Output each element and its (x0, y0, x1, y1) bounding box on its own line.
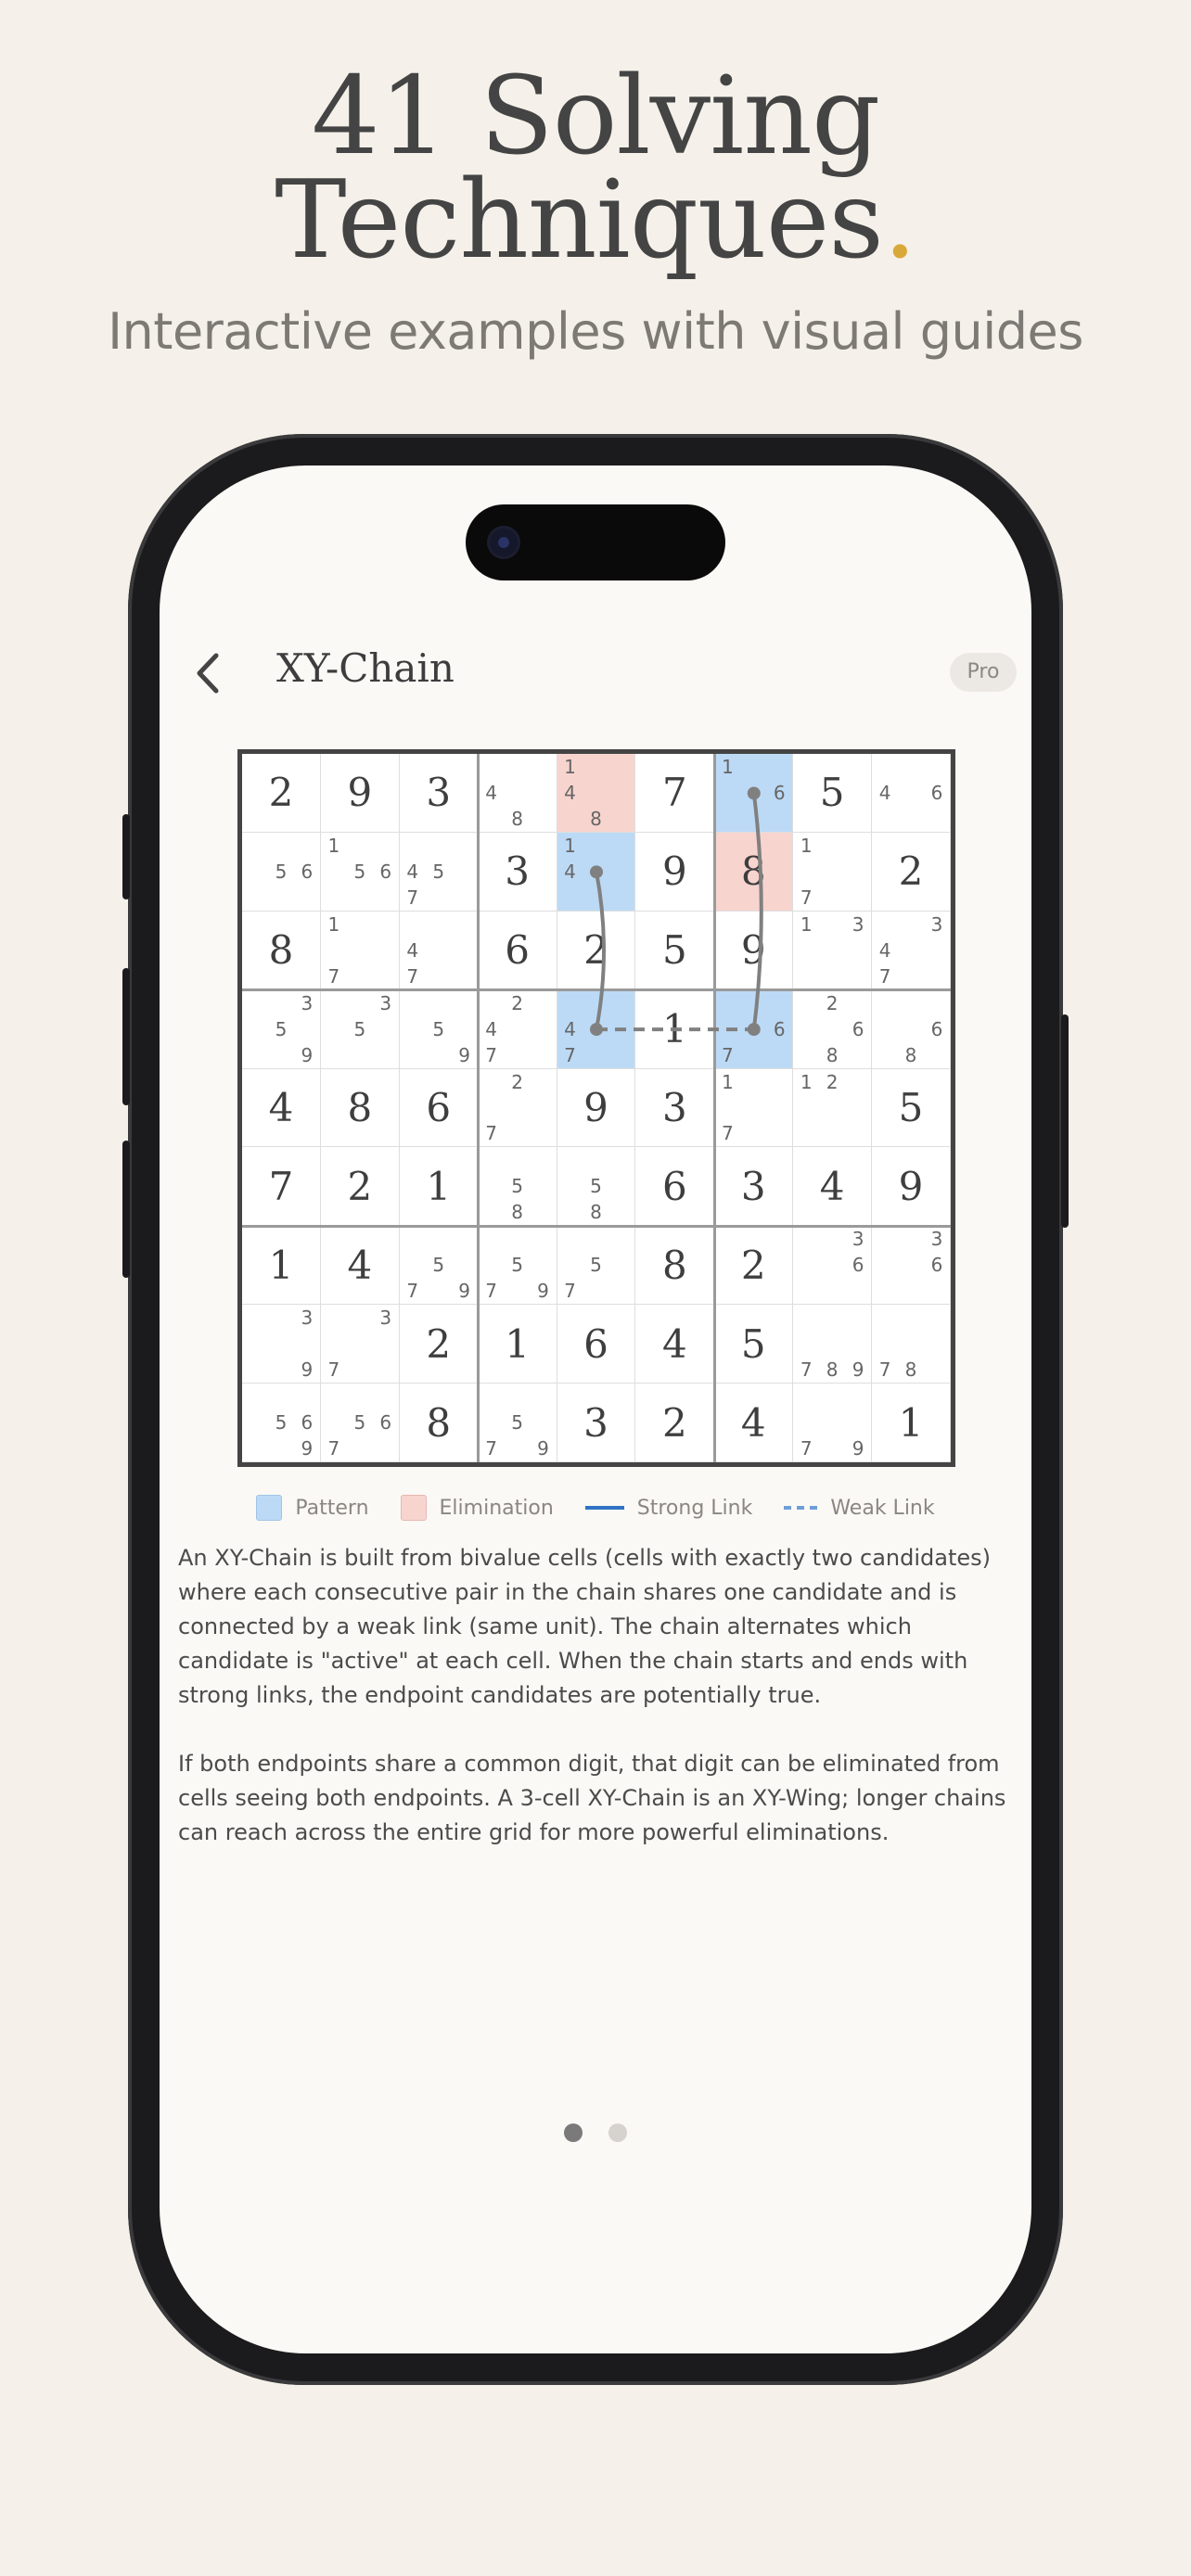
phone-volume-up-button (122, 968, 130, 1105)
candidate-digit: 6 (930, 1017, 943, 1040)
grid-cell[interactable] (714, 754, 793, 833)
grid-cell[interactable] (793, 1147, 872, 1226)
candidate-digit: 3 (852, 1228, 864, 1251)
pattern-swatch (256, 1495, 282, 1521)
candidate-digit: 7 (721, 1043, 734, 1066)
grid-cell[interactable] (714, 833, 793, 912)
candidate-digit: 2 (826, 991, 839, 1014)
candidate-digit: 7 (800, 1436, 813, 1460)
grid-cell[interactable] (400, 990, 479, 1069)
candidate-digit: 3 (852, 912, 864, 936)
grid-cell[interactable] (635, 833, 714, 912)
candidate-digit: 9 (537, 1436, 549, 1460)
legend-pattern (256, 1495, 368, 1521)
grid-cell[interactable] (635, 990, 714, 1069)
grid-cell[interactable] (793, 990, 872, 1069)
candidate-digit: 3 (930, 912, 943, 936)
phone-frame (128, 434, 1063, 2385)
grid-cell[interactable] (793, 1305, 872, 1384)
grid-cell[interactable] (479, 1384, 557, 1462)
grid-cell[interactable] (321, 912, 400, 990)
candidate-digit: 2 (511, 991, 523, 1014)
grid-cell[interactable] (557, 1069, 636, 1148)
grid-cell[interactable] (400, 1305, 479, 1384)
cell-value: 1 (268, 1242, 294, 1288)
candidate-digit: 4 (878, 781, 891, 804)
candidate-digit: 5 (353, 1411, 366, 1435)
grid-cell[interactable] (242, 1147, 321, 1226)
cell-value: 4 (268, 1084, 294, 1130)
grid-cell[interactable] (635, 912, 714, 990)
grid-cell[interactable] (321, 1147, 400, 1226)
cell-value: 3 (426, 770, 452, 816)
candidate-digit: 4 (564, 1017, 576, 1040)
candidate-digit: 9 (301, 1436, 314, 1460)
phone-action-button (122, 814, 130, 899)
grid-cell[interactable] (714, 1147, 793, 1226)
candidate-digit: 6 (852, 1017, 864, 1040)
cell-value: 2 (426, 1320, 452, 1367)
page-dot-1[interactable] (564, 2123, 583, 2142)
candidate-digit: 5 (511, 1175, 523, 1198)
candidate-digit: 7 (721, 1122, 734, 1145)
grid-cell[interactable] (321, 1226, 400, 1305)
cell-value: 8 (426, 1399, 452, 1446)
candidate-digit: 6 (773, 781, 786, 804)
strong-link-line-icon (585, 1506, 624, 1510)
pro-badge: Pro (950, 653, 1017, 692)
grid-cell[interactable] (793, 1384, 872, 1462)
cell-value: 5 (662, 927, 687, 974)
candidate-digit: 9 (537, 1280, 549, 1303)
grid-cell[interactable] (635, 1305, 714, 1384)
back-button[interactable] (180, 644, 236, 703)
candidate-digit: 9 (852, 1358, 864, 1382)
grid-cell[interactable] (321, 1305, 400, 1384)
candidate-digit: 1 (800, 834, 813, 857)
candidate-digit: 7 (485, 1043, 497, 1066)
grid-cell[interactable] (635, 1384, 714, 1462)
grid-cell[interactable] (242, 1305, 321, 1384)
candidate-digit: 9 (852, 1436, 864, 1460)
grid-cell[interactable] (400, 1147, 479, 1226)
grid-cell[interactable] (400, 833, 479, 912)
grid-cell[interactable] (321, 1384, 400, 1462)
grid-cell[interactable] (557, 912, 636, 990)
grid-cell[interactable] (635, 1147, 714, 1226)
candidate-digit: 5 (275, 1411, 288, 1435)
legend-weak-link (784, 1497, 934, 1520)
candidate-digit: 7 (485, 1436, 497, 1460)
grid-cell[interactable] (321, 754, 400, 833)
grid-cell[interactable] (557, 833, 636, 912)
grid-cell[interactable] (400, 1384, 479, 1462)
grid-cell[interactable] (557, 990, 636, 1069)
grid-cell[interactable] (714, 1384, 793, 1462)
cell-value: 8 (268, 927, 294, 974)
cell-value: 3 (662, 1084, 687, 1130)
grid-cell[interactable] (479, 912, 557, 990)
candidate-digit: 6 (379, 860, 392, 883)
chevron-left-icon (194, 652, 222, 695)
grid-cell[interactable] (793, 912, 872, 990)
box-divider-vertical (477, 754, 480, 1462)
grid-cell[interactable] (557, 1305, 636, 1384)
phone-power-button (1061, 1014, 1069, 1228)
grid-cell[interactable] (321, 833, 400, 912)
cell-value: 9 (662, 848, 687, 895)
candidate-digit: 5 (432, 1254, 445, 1277)
candidate-digit: 3 (301, 991, 314, 1014)
grid-cell[interactable] (714, 990, 793, 1069)
grid-cell[interactable] (242, 833, 321, 912)
cell-value: 1 (426, 1163, 452, 1209)
candidate-digit: 9 (301, 1043, 314, 1066)
grid-cell[interactable] (793, 1226, 872, 1305)
subheadline: Interactive examples with visual guides (108, 302, 1083, 361)
candidate-digit: 6 (301, 1411, 314, 1435)
cell-value: 2 (898, 848, 924, 895)
grid-cell[interactable] (479, 754, 557, 833)
grid-cell[interactable] (479, 1305, 557, 1384)
grid-cell[interactable] (635, 1226, 714, 1305)
grid-cell[interactable] (479, 990, 557, 1069)
candidate-digit: 8 (590, 807, 602, 830)
candidate-digit: 6 (930, 1254, 943, 1277)
cell-value: 8 (662, 1242, 687, 1288)
grid-cell[interactable] (793, 833, 872, 912)
cell-value: 2 (268, 770, 294, 816)
grid-cell[interactable] (714, 1305, 793, 1384)
legend-weak-link-label: Weak Link (830, 1496, 935, 1520)
candidate-digit: 7 (878, 1358, 891, 1382)
description-paragraph-2: If both endpoints share a common digit, that digit can be eliminated from cells seeing both endpoints. A 3-cell XY-Chain is an XY-Wing; longer chains can reach across the entire grid for more powerful eliminations. (178, 1751, 1006, 1845)
candidate-digit: 5 (432, 860, 445, 883)
grid-cell[interactable] (242, 754, 321, 833)
cell-value: 4 (347, 1242, 373, 1288)
candidate-digit: 7 (327, 1436, 340, 1460)
cell-value: 7 (268, 1163, 294, 1209)
candidate-digit: 1 (564, 834, 576, 857)
cell-value: 5 (898, 1084, 924, 1130)
candidate-digit: 7 (406, 964, 419, 988)
candidate-digit: 5 (590, 1254, 602, 1277)
candidate-digit: 5 (353, 1017, 366, 1040)
headline-accent-dot: . (882, 158, 916, 283)
candidate-digit: 2 (826, 1070, 839, 1093)
candidate-digit: 7 (564, 1280, 576, 1303)
grid-cell[interactable] (400, 1226, 479, 1305)
candidate-digit: 6 (379, 1411, 392, 1435)
candidate-digit: 5 (353, 860, 366, 883)
cell-value: 3 (740, 1163, 766, 1209)
legend-elimination-label: Elimination (439, 1496, 554, 1520)
candidate-digit: 8 (511, 1201, 523, 1224)
candidate-digit: 5 (275, 860, 288, 883)
headline-line-2 (0, 158, 1191, 283)
cell-value: 9 (740, 927, 766, 974)
candidate-digit: 5 (511, 1411, 523, 1435)
candidate-digit: 8 (511, 807, 523, 830)
grid-cell[interactable] (872, 1069, 951, 1148)
grid-cell[interactable] (242, 912, 321, 990)
grid-cell[interactable] (793, 754, 872, 833)
candidate-digit: 7 (327, 1358, 340, 1382)
legend-strong-link-label: Strong Link (636, 1496, 753, 1520)
phone-volume-down-button (122, 1141, 130, 1278)
candidate-digit: 7 (406, 886, 419, 909)
grid-cell[interactable] (557, 1226, 636, 1305)
candidate-digit: 6 (773, 1017, 786, 1040)
candidate-digit: 1 (721, 1070, 734, 1093)
candidate-digit: 7 (800, 886, 813, 909)
candidate-digit: 8 (904, 1043, 917, 1066)
grid-cell[interactable] (479, 1069, 557, 1148)
candidate-digit: 5 (275, 1017, 288, 1040)
candidate-digit: 9 (458, 1043, 471, 1066)
cell-value: 9 (347, 770, 373, 816)
grid-cell[interactable] (714, 1069, 793, 1148)
grid-cell[interactable] (635, 1069, 714, 1148)
candidate-digit: 7 (564, 1043, 576, 1066)
grid-cell[interactable] (479, 1226, 557, 1305)
candidate-digit: 6 (930, 781, 943, 804)
cell-value: 4 (662, 1320, 687, 1367)
cell-value: 8 (740, 848, 766, 895)
grid-cell[interactable] (479, 833, 557, 912)
candidate-digit: 8 (904, 1358, 917, 1382)
grid-cell[interactable] (635, 754, 714, 833)
candidate-digit: 1 (327, 912, 340, 936)
grid-cell[interactable] (872, 754, 951, 833)
grid-cell[interactable] (714, 1226, 793, 1305)
screen-title: XY-Chain (276, 645, 455, 691)
candidate-digit: 1 (564, 755, 576, 778)
cell-value: 2 (740, 1242, 766, 1288)
legend-elimination (401, 1495, 554, 1521)
grid-cell[interactable] (872, 1147, 951, 1226)
cell-value: 2 (583, 927, 608, 974)
cell-value: 1 (662, 1006, 687, 1052)
grid-cell[interactable] (400, 1069, 479, 1148)
headline-word: Techniques (275, 158, 883, 283)
cell-value: 9 (583, 1084, 608, 1130)
grid-cell[interactable] (557, 754, 636, 833)
box-divider-horizontal (242, 1225, 951, 1228)
candidate-digit: 4 (406, 860, 419, 883)
candidate-digit: 1 (721, 755, 734, 778)
candidate-digit: 7 (406, 1280, 419, 1303)
candidate-digit: 4 (406, 938, 419, 962)
candidate-digit: 9 (458, 1280, 471, 1303)
cell-value: 1 (505, 1320, 530, 1367)
grid-cell[interactable] (872, 912, 951, 990)
cell-value: 2 (662, 1399, 687, 1446)
description-paragraph-1: An XY-Chain is built from bivalue cells (cells with exactly two candidates) where each consecutive pair in the chain shares one candidate and is connected by a weak link (same unit). The chain alternates which candidate is "active" at each cell. When the chain starts and ends with strong links, the endpoint candidates are potentially true. (178, 1545, 992, 1708)
candidate-digit: 7 (800, 1358, 813, 1382)
candidate-digit: 3 (301, 1307, 314, 1330)
candidate-digit: 4 (878, 938, 891, 962)
candidate-digit: 1 (327, 834, 340, 857)
grid-cell[interactable] (557, 1384, 636, 1462)
candidate-digit: 5 (590, 1175, 602, 1198)
cell-value: 3 (505, 848, 530, 895)
cell-value: 6 (505, 927, 530, 974)
candidate-digit: 7 (485, 1122, 497, 1145)
grid-cell[interactable] (872, 1384, 951, 1462)
candidate-digit: 3 (379, 991, 392, 1014)
grid-cell[interactable] (872, 1305, 951, 1384)
grid-cell[interactable] (793, 1069, 872, 1148)
candidate-digit: 6 (852, 1254, 864, 1277)
candidate-digit: 6 (301, 860, 314, 883)
candidate-digit: 7 (327, 964, 340, 988)
cell-value: 1 (898, 1399, 924, 1446)
candidate-digit: 8 (826, 1043, 839, 1066)
dynamic-island (466, 504, 725, 580)
grid-cell[interactable] (400, 754, 479, 833)
grid-cell[interactable] (557, 1147, 636, 1226)
app-screen (160, 465, 1031, 2353)
headline-line-1: 41 Solving (311, 54, 880, 179)
candidate-digit: 3 (379, 1307, 392, 1330)
candidate-digit: 2 (511, 1070, 523, 1093)
legend (160, 1489, 1031, 1526)
grid-cell[interactable] (242, 1226, 321, 1305)
cell-value: 4 (819, 1163, 845, 1209)
candidate-digit: 4 (485, 781, 497, 804)
grid-cell[interactable] (872, 990, 951, 1069)
cell-value: 8 (347, 1084, 373, 1130)
grid-cell[interactable] (872, 1226, 951, 1305)
page-indicator (160, 2122, 1031, 2144)
candidate-digit: 5 (511, 1254, 523, 1277)
cell-value: 6 (583, 1320, 608, 1367)
candidate-digit: 1 (800, 1070, 813, 1093)
cell-value: 3 (583, 1399, 608, 1446)
cell-value: 6 (662, 1163, 687, 1209)
candidate-digit: 8 (826, 1358, 839, 1382)
candidate-digit: 8 (590, 1201, 602, 1224)
candidate-digit: 9 (301, 1358, 314, 1382)
page-dot-2[interactable] (608, 2123, 627, 2142)
grid-cell[interactable] (714, 912, 793, 990)
box-divider-vertical (713, 754, 716, 1462)
candidate-digit: 4 (564, 781, 576, 804)
grid-cell[interactable] (242, 1384, 321, 1462)
camera-icon (490, 529, 518, 556)
grid-cell[interactable] (242, 1069, 321, 1148)
candidate-digit: 3 (930, 1228, 943, 1251)
grid-cell[interactable] (872, 833, 951, 912)
cell-value: 5 (740, 1320, 766, 1367)
grid-cell[interactable] (242, 990, 321, 1069)
elimination-swatch (401, 1495, 427, 1521)
candidate-digit: 4 (564, 860, 576, 883)
cell-value: 2 (347, 1163, 373, 1209)
grid-cell[interactable] (321, 990, 400, 1069)
legend-strong-link (585, 1497, 753, 1520)
candidate-digit: 4 (485, 1017, 497, 1040)
cell-value: 7 (662, 770, 687, 816)
box-divider-horizontal (242, 988, 951, 991)
grid-cell[interactable] (479, 1147, 557, 1226)
grid-cell[interactable] (321, 1069, 400, 1148)
grid-cell[interactable] (400, 912, 479, 990)
candidate-digit: 5 (432, 1017, 445, 1040)
cell-value: 6 (426, 1084, 452, 1130)
cell-value: 9 (898, 1163, 924, 1209)
cell-value: 5 (819, 770, 845, 816)
legend-pattern-label: Pattern (295, 1496, 369, 1520)
candidate-digit: 7 (485, 1280, 497, 1303)
candidate-digit: 1 (800, 912, 813, 936)
headline (0, 54, 1191, 283)
weak-link-line-icon (784, 1506, 817, 1510)
candidate-digit: 7 (878, 964, 891, 988)
cell-value: 4 (740, 1399, 766, 1446)
sudoku-grid (237, 749, 955, 1467)
